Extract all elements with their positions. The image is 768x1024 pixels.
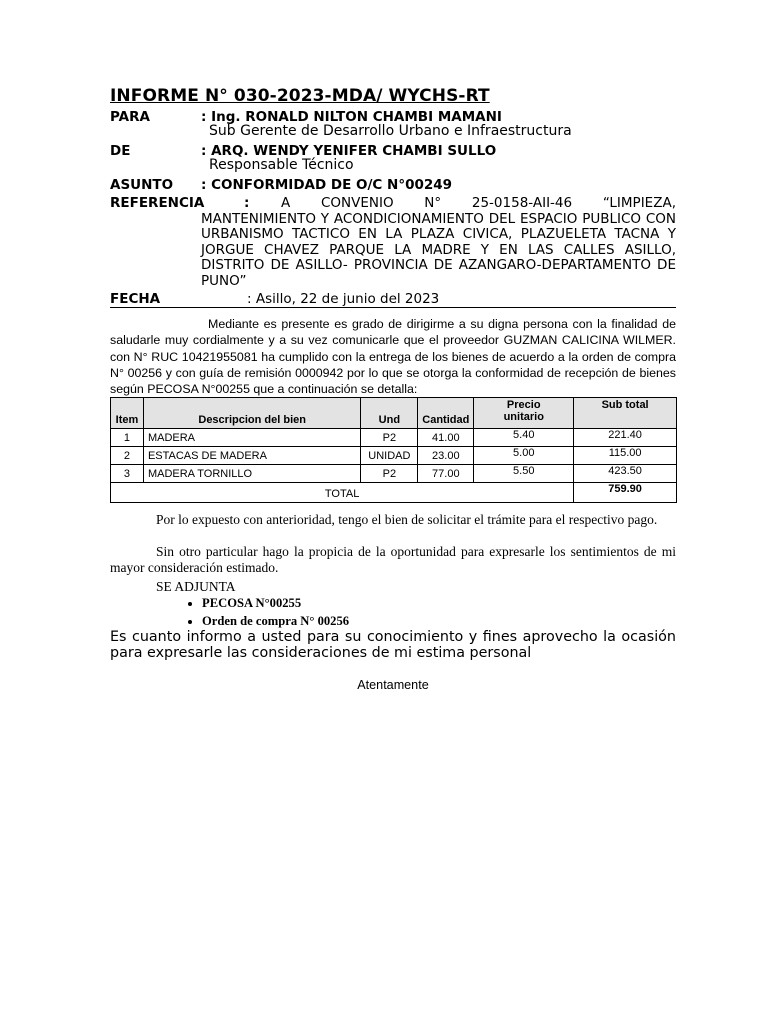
cell-quantity: 77.00: [418, 465, 474, 483]
cell-item: 1: [111, 429, 144, 447]
fecha-label: FECHA: [110, 291, 161, 307]
report-title: INFORME N° 030-2023-MDA/ WYCHS-RT: [110, 86, 490, 106]
col-header-item: Item: [111, 398, 144, 429]
asunto-value: : CONFORMIDAD DE O/C N°00249: [201, 177, 453, 193]
table-row: [111, 447, 677, 465]
col-header-unit: Und: [361, 398, 418, 429]
cell-description: MADERA TORNILLO: [143, 465, 360, 483]
adjunta-label: SE ADJUNTA: [156, 579, 236, 594]
cell-unit: UNIDAD: [361, 447, 418, 465]
cell-subtotal: 221.40: [574, 429, 677, 447]
col-header-description: Descripcion del bien: [143, 398, 360, 429]
cell-description: ESTACAS DE MADERA: [143, 447, 360, 465]
table-header-row: [111, 398, 677, 429]
de-role: Responsable Técnico: [209, 157, 354, 173]
cell-subtotal: 423.50: [574, 465, 677, 483]
para-label: PARA: [110, 109, 150, 125]
cell-unit-price: 5.40: [474, 429, 574, 447]
cell-subtotal: 115.00: [574, 447, 677, 465]
paragraph-2: Sin otro particular hago la propicia de la oportunidad para expresarle los sentimientos de mi mayor consideración estimado.: [110, 544, 676, 575]
de-name: : ARQ. WENDY YENIFER CHAMBI SULLO: [201, 143, 497, 159]
col-header-quantity: Cantidad: [418, 398, 474, 429]
cell-quantity: 41.00: [418, 429, 474, 447]
total-label: TOTAL: [111, 483, 574, 503]
para-name: : Ing. RONALD NILTON CHAMBI MAMANI: [201, 109, 502, 125]
col-header-subtotal: Sub total: [574, 398, 677, 429]
de-label: DE: [110, 143, 131, 159]
cell-unit-price: 5.50: [474, 465, 574, 483]
referencia-label: REFERENCIA: [110, 195, 205, 211]
list-item: • Orden de compra N° 00256: [202, 612, 349, 630]
col-header-unit-price: Precio unitario: [474, 398, 574, 429]
header-divider: [110, 307, 676, 308]
referencia-colon: :: [244, 195, 250, 211]
signoff: Atentamente: [357, 678, 429, 692]
intro-paragraph: Mediante es presente es grado de dirigirme a su digna persona con la finalidad de saludarle muy cordialmente y a su vez comunicarle que el proveedor GUZMAN CALICINA WILMER. con N° RUC 10421955081 ha cumplido con la entrega de los bienes de acuerdo a la orden de compra N° 00256 y con guía de remisión 0000942 por lo que se otorga la conformidad de recepción de bienes según PECOSA N°00255 que a continuación se detalla:: [110, 317, 676, 397]
fecha-value: : Asillo, 22 de junio del 2023: [247, 291, 440, 307]
paragraph-1: Por lo expuesto con anterioridad, tengo el bien de solicitar el trámite para el respectivo pago.: [156, 512, 658, 527]
attachments-list: [178, 594, 349, 630]
cell-description: MADERA: [143, 429, 360, 447]
table-row: [111, 429, 677, 447]
items-table: [110, 397, 677, 503]
cell-item: 3: [111, 465, 144, 483]
cell-unit: P2: [361, 465, 418, 483]
para-role: Sub Gerente de Desarrollo Urbano e Infraestructura: [209, 123, 572, 139]
total-value: 759.90: [574, 483, 677, 503]
table-row: [111, 465, 677, 483]
list-item: • PECOSA N°00255: [202, 594, 349, 612]
closing-paragraph: Es cuanto informo a usted para su conocimiento y fines aprovecho la ocasión para expresarle las consideraciones de mi estima personal: [110, 629, 676, 661]
table-total-row: [111, 483, 677, 503]
referencia-text: A CONVENIO N° 25-0158-AII-46 “LIMPIEZA, MANTENIMIENTO Y ACONDICIONAMIENTO DEL ESPACIO PUBLICO CON URBANISMO TACTICO EN LA PLAZA CIVICA, PLAZUELETA TACNA Y JORGUE CHAVEZ PARQUE LA MADRE Y EN LAS CALLES ASILLO, DISTRITO DE ASILLO- PROVINCIA DE AZANGARO-DEPARTAMENTO DE PUNO”: [201, 195, 676, 289]
asunto-label: ASUNTO: [110, 177, 174, 193]
cell-unit-price: 5.00: [474, 447, 574, 465]
cell-item: 2: [111, 447, 144, 465]
cell-unit: P2: [361, 429, 418, 447]
cell-quantity: 23.00: [418, 447, 474, 465]
